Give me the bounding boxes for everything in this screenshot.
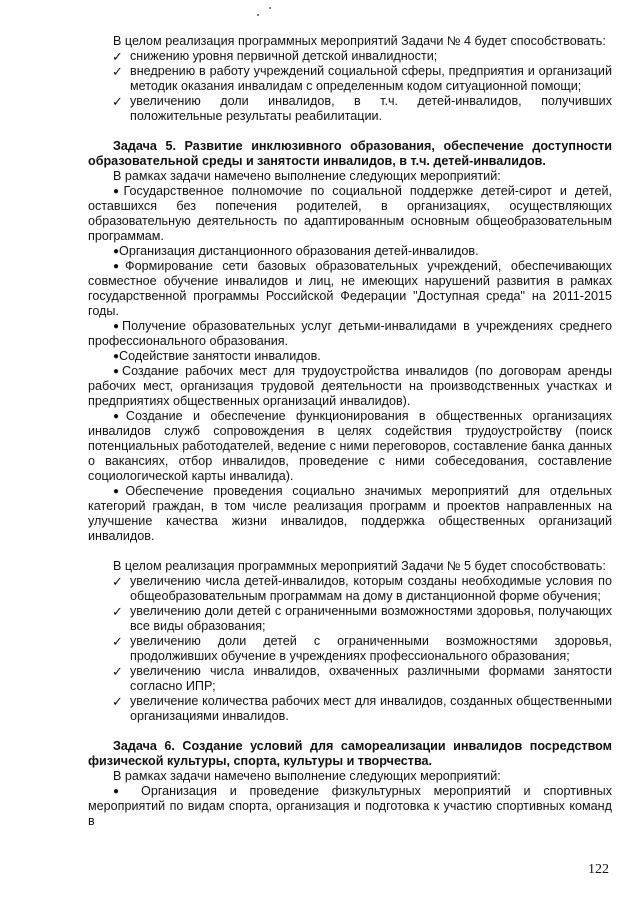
check-mark-icon: ✓ xyxy=(112,94,123,109)
task5-item: ●Создание рабочих мест для трудоустройства инвалидов (по договорам аренды рабочих мест, организация трудовой деятельности на производственных участках и предприятиях общественных организаций инвалидов). xyxy=(88,364,612,408)
bullet-icon: ● xyxy=(113,351,120,362)
bullet-icon: ● xyxy=(113,366,122,377)
scan-speck xyxy=(257,14,259,16)
task6-item: ● Организация и проведение физкультурных мероприятий и спортивных мероприятий по видам спорта, организация и подготовка к участию спортивных команд в xyxy=(88,784,612,828)
bullet-icon: ● xyxy=(113,786,129,797)
bullet-icon: ● xyxy=(113,261,126,272)
list-item: ✓ увеличению числа детей-инвалидов, которым созданы необходимые условия по общеобразовательным программам на дому в дистанционной форме обучения; xyxy=(112,574,612,603)
task5-lead: В рамках задачи намечено выполнение следующих мероприятий: xyxy=(113,169,501,183)
check-mark-icon: ✓ xyxy=(112,694,123,709)
list-item: ✓ увеличение количества рабочих мест для инвалидов, созданных общественными организациями инвалидов. xyxy=(112,694,612,723)
bullet-icon: ● xyxy=(113,411,126,422)
task5-outcomes-list xyxy=(88,574,612,724)
list-item: ✓ внедрению в работу учреждений социальной сферы, предприятия и организаций методик оказания инвалидам с определенным кодом ситуационной помощи; xyxy=(112,64,612,93)
list-item: ✓ увеличению доли детей с ограниченными возможностями здоровья, продолживших обучение в учреждениях профессионального образования; xyxy=(112,634,612,663)
check-mark-icon: ✓ xyxy=(112,64,123,79)
task4-outcomes-list xyxy=(88,49,612,124)
list-item: ✓ увеличению доли детей с ограниченными возможностями здоровья, получающих все виды образования; xyxy=(112,604,612,633)
task5-item: ●Получение образовательных услуг детьми-инвалидами в учреждениях среднего профессионального образования. xyxy=(88,319,612,348)
document-page xyxy=(88,34,612,829)
bullet-icon: ● xyxy=(113,246,120,257)
check-mark-icon: ✓ xyxy=(112,49,123,64)
list-item: ✓ увеличению доли инвалидов, в т.ч. детей-инвалидов, получивших положительные результаты реабилитации. xyxy=(112,94,612,123)
task5-heading: Задача 5. Развитие инклюзивного образования, обеспечение доступности образовательной среды и занятости инвалидов, в т.ч. детей-инвалидов. xyxy=(88,139,612,168)
task5-summary-intro: В целом реализация программных мероприятий Задачи № 5 будет способствовать: xyxy=(113,559,606,573)
task5-item: ●Обеспечение проведения социально значимых мероприятий для отдельных категорий граждан, в том числе реализация программ и проектов направленных на улучшение качества жизни инвалидов, поддержка общественных организаций инвалидов. xyxy=(88,484,612,543)
task6-heading: Задача 6. Создание условий для самореализации инвалидов посредством физической культуры, спорта, культуры и творчества. xyxy=(88,739,612,768)
bullet-icon: ● xyxy=(113,321,123,332)
task4-summary-intro: В целом реализация программных мероприятий Задачи № 4 будет способствовать: xyxy=(113,34,606,48)
task5-item: ●Формирование сети базовых образовательных учреждений, обеспечивающих совместное обучение инвалидов и лиц, не имеющих нарушений развития в рамках государственной программы Российской Федерации "Доступная среда" на 2011-2015 годы. xyxy=(88,259,612,318)
bullet-icon: ● xyxy=(113,186,124,197)
page-number: 122 xyxy=(588,862,609,877)
scan-speck xyxy=(269,7,271,9)
task5-item: ●Организация дистанционного образования детей-инвалидов. xyxy=(113,244,479,258)
check-mark-icon: ✓ xyxy=(112,574,123,589)
check-mark-icon: ✓ xyxy=(112,664,123,679)
check-mark-icon: ✓ xyxy=(112,604,123,619)
bullet-icon: ● xyxy=(113,486,126,497)
task5-item: ●Государственное полномочие по социальной поддержке детей-сирот и детей, оставшихся без попечения родителей, в организациях, осуществляющих образовательную деятельность по адаптированным основным общеобразовательным программам. xyxy=(88,184,612,243)
task5-item: ●Содействие занятости инвалидов. xyxy=(113,349,321,363)
list-item: ✓ увеличению числа инвалидов, охваченных различными формами занятости согласно ИПР; xyxy=(112,664,612,693)
task5-item: ●Создание и обеспечение функционирования в общественных организациях инвалидов служб сопровождения в целях содействия трудоустройству (поиск потенциальных работодателей, ведение с ними переговоров, составление банка данных о вакансиях, отбор инвалидов, проведение с ними собеседования, составление социологической карты инвалида). xyxy=(88,409,612,483)
task6-lead: В рамках задачи намечено выполнение следующих мероприятий: xyxy=(113,769,501,783)
list-item: ✓ снижению уровня первичной детской инвалидности; xyxy=(112,49,438,64)
check-mark-icon: ✓ xyxy=(112,634,123,649)
